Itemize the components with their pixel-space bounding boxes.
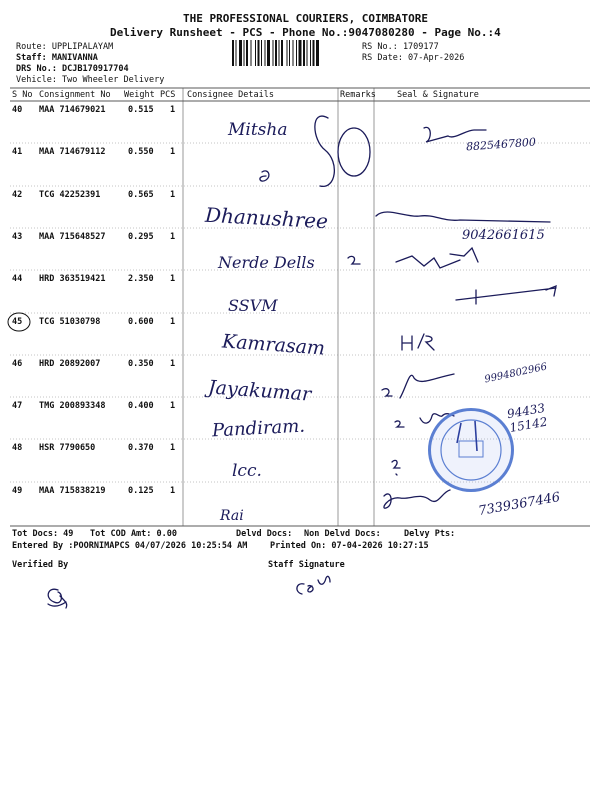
row-weight: 0.370: [128, 443, 154, 453]
row-consignment-no: TCG 51030798: [39, 317, 101, 327]
handwritten-phone: 9994802966: [483, 361, 549, 386]
handwritten-phone: 7339367446: [477, 489, 562, 520]
row-weight: 0.600: [128, 317, 154, 327]
row-pcs: 1: [170, 274, 176, 284]
row-pcs: 1: [170, 486, 176, 496]
row-consignment-no: HRD 363519421: [39, 274, 106, 284]
handwritten-name: Mitsha: [228, 120, 288, 140]
row-sno: 48: [12, 443, 23, 453]
drs-label: DRS No.: DCJB170917704: [16, 64, 129, 74]
row-weight: 0.295: [128, 232, 154, 242]
row-sno: 43: [12, 232, 23, 242]
row-consignment-no: TMG 200893348: [39, 401, 106, 411]
row-pcs: 1: [170, 359, 176, 369]
row-weight: 0.515: [128, 105, 154, 115]
row-pcs: 1: [170, 147, 176, 157]
col-sno: S No: [12, 90, 33, 100]
row-consignment-no: HSR 7790650: [39, 443, 96, 453]
row-consignment-no: MAA 715838219: [39, 486, 106, 496]
rs-date-label: RS Date: 07-Apr-2026: [362, 53, 465, 63]
row-sno: 49: [12, 486, 23, 496]
row-pcs: 1: [170, 401, 176, 411]
entered-by: Entered By :POORNIMAPCS 04/07/2026 10:25:54 AM: [12, 541, 248, 551]
row-weight: 0.125: [128, 486, 154, 496]
col-seal: Seal & Signature: [397, 90, 479, 100]
route-label: Route: UPPLIPALAYAM: [16, 42, 114, 52]
row-consignment-no: MAA 714679112: [39, 147, 106, 157]
handwritten-name: lcc.: [232, 461, 262, 481]
row-pcs: 1: [170, 443, 176, 453]
row-weight: 0.565: [128, 190, 154, 200]
col-consignee: Consignee Details: [187, 90, 274, 100]
row-sno: 46: [12, 359, 23, 369]
row-sno: 44: [12, 274, 23, 284]
row-sno: 42: [12, 190, 23, 200]
handwritten-name: Jayakumar: [207, 376, 312, 406]
row-weight: 0.550: [128, 147, 154, 157]
staff-label: Staff: MANIVANNA: [16, 53, 98, 63]
row-sno: 41: [12, 147, 23, 157]
row-weight: 2.350: [128, 274, 154, 284]
col-weight: Weight: [124, 90, 155, 100]
verified-by: Verified By: [12, 560, 69, 570]
non-delvd-docs: Non Delvd Docs:: [304, 529, 381, 539]
handwritten-name: Kamrasam: [221, 330, 326, 360]
row-consignment-no: MAA 715648527: [39, 232, 106, 242]
col-pcs: PCS: [160, 90, 176, 100]
company-title: THE PROFESSIONAL COURIERS, COIMBATORE: [183, 12, 429, 25]
row-consignment-no: HRD 20892007: [39, 359, 101, 369]
handwritten-name: Pandiram.: [211, 415, 306, 442]
row-weight: 0.350: [128, 359, 154, 369]
runsheet-title: Delivery Runsheet - PCS - Phone No.:9047080280 - Page No.:4: [110, 26, 501, 39]
printed-on: Printed On: 07-04-2026 10:27:15: [270, 541, 429, 551]
total-docs: Tot Docs: 49: [12, 529, 74, 539]
total-cod: Tot COD Amt: 0.00: [90, 529, 177, 539]
col-consignment: Consignment No: [39, 90, 111, 100]
handwritten-name: Dhanushree: [204, 202, 329, 234]
handwritten-name: Rai: [220, 508, 244, 524]
handwritten-phone: 8825467800: [465, 135, 537, 154]
delvd-docs: Delvd Docs:: [236, 529, 293, 539]
vehicle-label: Vehicle: Two Wheeler Delivery: [16, 75, 165, 85]
delvy-pts: Delvy Pts:: [404, 529, 456, 539]
row-consignment-no: TCG 42252391: [39, 190, 101, 200]
row-pcs: 1: [170, 232, 176, 242]
handwritten-name: Nerde Dells: [218, 253, 315, 272]
row-sno: 40: [12, 105, 23, 115]
staff-signature: Staff Signature: [268, 560, 345, 570]
handwritten-name: SSVM: [228, 296, 278, 315]
row-pcs: 1: [170, 317, 176, 327]
handwritten-phone: 9042661615: [462, 228, 545, 243]
row-weight: 0.400: [128, 401, 154, 411]
row-sno: 45: [12, 317, 23, 327]
handwritten-phone: 94433 15142: [506, 400, 549, 435]
row-pcs: 1: [170, 190, 176, 200]
seal-stamp: [428, 408, 514, 492]
row-sno: 47: [12, 401, 23, 411]
col-remarks: Remarks: [340, 90, 376, 100]
rs-no-label: RS No.: 1709177: [362, 42, 439, 52]
row-pcs: 1: [170, 105, 176, 115]
row-consignment-no: MAA 714679021: [39, 105, 106, 115]
